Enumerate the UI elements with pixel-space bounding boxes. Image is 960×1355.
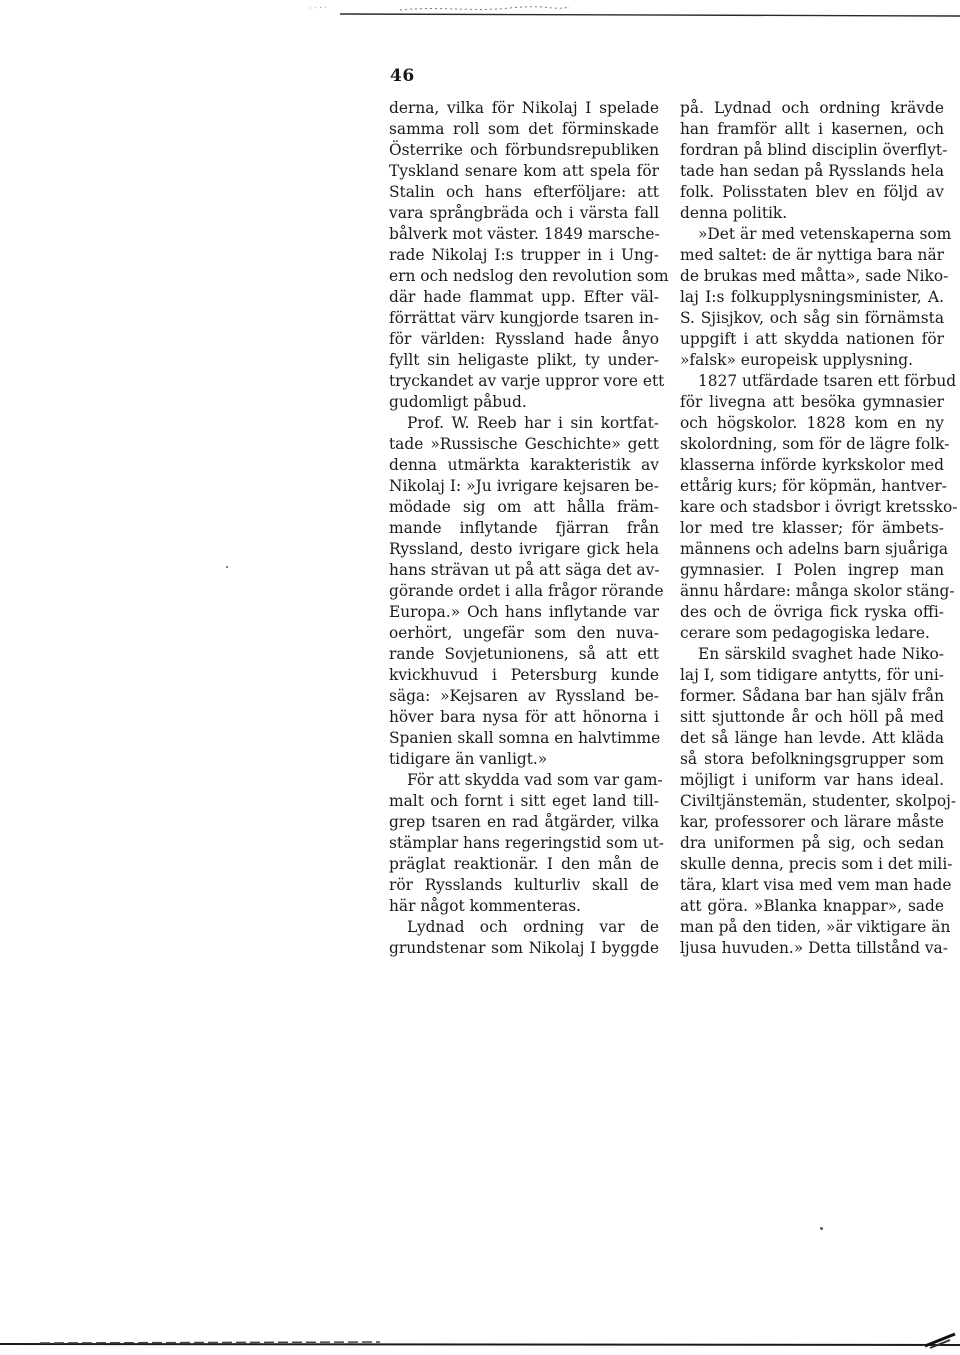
left-column-line: derna, vilka för Nikolaj I spelade [389,99,659,117]
left-column-line: präglat reaktionär. I den mån de [389,855,659,873]
text-column-right [680,98,958,959]
left-column-line: grep tsaren en rad åtgärder, vilka [389,813,659,831]
text-column-left [389,98,669,959]
left-column-line: Prof. W. Reeb har i sin kortfat- [407,414,659,432]
left-column-line: här något kommenteras. [389,897,582,915]
left-column-line: görande ordet i alla frågor rörande [389,582,664,600]
right-column-line: ettårig kurs; för köpmän, hantver- [680,477,947,495]
left-column-line: fyllt sin heligaste plikt, ty under- [389,351,659,369]
left-column-line: För att skydda vad som var gam- [407,771,663,789]
left-column-line: oerhört, ungefär som den nuva- [389,624,659,642]
right-column-line: kare och stadsbor i övrigt kretssko- [680,498,958,516]
left-column-line: mödade sig om att hålla främ- [389,498,659,516]
right-column-line: S. Sjisjkov, och såg sin förnämsta [680,309,944,327]
left-column-line: tidigare än vanligt.» [389,750,548,768]
left-column-line: grundstenar som Nikolaj I byggde [389,939,659,957]
left-column-line: ern och nedslog den revolution som [389,267,669,285]
right-column-line: skolordning, som för de lägre folk- [680,435,950,453]
scan-edge-artifact-bottom [0,1330,960,1355]
right-column-line: möjligt i uniform var hans ideal. [680,771,944,789]
left-column-line: rade Nikolaj I:s trupper in i Ung- [389,246,659,264]
left-column-line: Tyskland senare kom att spela för [389,162,659,180]
right-column-line: man på den tiden, »är viktigare än [680,918,951,936]
left-column-line: samma roll som det förminskade [389,120,659,138]
right-column-line: sitt sjuttonde år och höll på med [680,708,944,726]
right-column-line: laj I, som tidigare antytts, för uni- [680,666,944,684]
right-column-line: En särskild svaghet hade Niko- [698,645,944,663]
left-column-line: rande Sovjetunionens, så att ett [389,645,659,663]
right-column-line: des och de övriga fick ryska offi- [680,603,944,621]
right-column-line: skulle denna, precis som i det mili- [680,855,953,873]
right-column-line: han framför allt i kasernen, och [680,120,944,138]
right-column-line: »falsk» europeisk upplysning. [680,351,914,369]
right-column-line: laj I:s folkupplysningsminister, A. [680,288,944,306]
left-column-line: Europa.» Och hans inflytande var [389,603,659,621]
right-column-line: att göra. »Blanka knappar», sade [680,897,944,915]
left-column-line: Ryssland, desto ivrigare gick hela [389,540,659,558]
right-column-line: med saltet: de är nyttiga bara när [680,246,944,264]
right-column-line: cerare som pedagogiska ledare. [680,624,930,642]
right-column-line: folk. Polisstaten blev en följd av [680,183,944,201]
right-column-line: gymnasier. I Polen ingrep man [680,561,944,579]
scan-speck [226,566,228,568]
left-column-line: bålverk mot väster. 1849 marsche- [389,225,660,243]
right-column-line: det så länge han levde. Att kläda [680,729,944,747]
left-column-line: vara språngbräda och i värsta fall [389,204,659,222]
right-column-line: tära, klart visa med vem man hade [680,876,952,894]
left-column-line: rör Rysslands kulturliv skall de [389,876,659,894]
right-column-line: kar, professorer och lärare måste [680,813,944,831]
left-column-line: malt och fornt i sitt eget land till- [389,792,659,810]
left-column-line: tryckandet av varje uppror vore ett [389,372,665,390]
right-column-line: denna politik. [680,204,788,222]
right-column-line: uppgift i att skydda nationen för [680,330,944,348]
left-column-line: denna utmärkta karakteristik av [389,456,659,474]
right-column-line: för livegna att besöka gymnasier [680,393,944,411]
right-column-line: Civiltjänstemän, studenter, skolpoj- [680,792,957,810]
page-number: 46 [390,66,415,86]
left-column-line: där hade flammat upp. Efter väl- [389,288,659,306]
right-column-line: på. Lydnad och ordning krävde [680,99,944,117]
right-column-line: ännu hårdare: många skolor stäng- [680,582,955,600]
right-column-line: de brukas med måtta», sade Niko- [680,267,949,285]
left-column-line: hans strävan ut på att säga det av- [389,561,660,579]
scan-speck [820,1227,823,1230]
left-column-line: mande inflytande fjärran från [389,519,659,537]
right-column-line: och högskolor. 1828 kom en ny [680,414,944,432]
left-column-line: stämplar hans regeringstid som ut- [389,834,665,852]
left-column-line: gudomligt påbud. [389,393,527,411]
right-column-line: ljusa huvuden.» Detta tillstånd va- [680,939,948,957]
right-column-line: klasserna införde kyrkskolor med [680,456,944,474]
right-column-line: fordran på blind disciplin överflyt- [680,141,948,159]
left-column-line: Nikolaj I: »Ju ivrigare kejsaren be- [389,477,659,495]
left-column-line: kvickhuvud i Petersburg kunde [389,666,659,684]
right-column-line: 1827 utfärdade tsaren ett förbud [698,372,957,390]
left-column-line: tade »Russische Geschichte» gett [389,435,659,453]
left-column-line: Österrike och förbundsrepubliken [389,141,659,159]
left-column-line: säga: »Kejsaren av Ryssland be- [389,687,659,705]
right-column-line: former. Sådana bar han själv från [680,687,944,705]
left-column-line: Spanien skall somna en halvtimme [389,729,661,747]
left-column-line: Stalin och hans efterföljare: att [389,183,659,201]
right-column-line: lor med tre klasser; för ämbets- [680,519,944,537]
right-column-line: männens och adelns barn sjuåriga [680,540,949,558]
left-column-line: för världen: Ryssland hade ånyo [389,330,659,348]
left-column-line: höver bara nysa för att hönorna i [389,708,659,726]
right-column-line: dra uniformen på sig, och sedan [680,834,944,852]
right-column-line: tade han sedan på Rysslands hela [680,162,944,180]
right-column-line: så stora befolkningsgrupper som [680,750,944,768]
left-column-line: förrättat värv kungjorde tsaren in- [389,309,659,327]
right-column-line: »Det är med vetenskaperna som [698,225,952,243]
scan-edge-artifact-top [300,2,960,22]
left-column-line: Lydnad och ordning var de [407,918,659,936]
